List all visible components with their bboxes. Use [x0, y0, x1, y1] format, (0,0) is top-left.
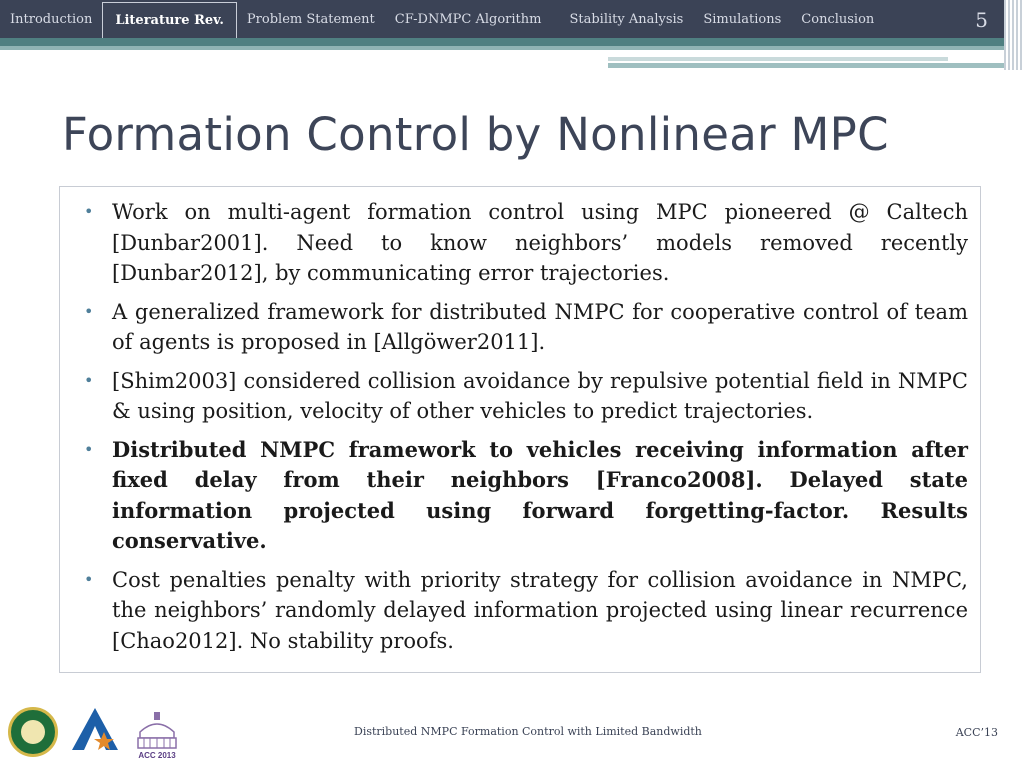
bullet-item-highlighted [84, 435, 968, 557]
ut-arlington-logo [68, 706, 122, 752]
footer-conference-label: ACC’13 [955, 726, 998, 739]
nav-tab-literature-review[interactable]: Literature Rev. [102, 2, 237, 38]
nav-tab-conclusion[interactable]: Conclusion [801, 11, 875, 27]
bullet-item [84, 297, 968, 358]
bullet-item [84, 565, 968, 657]
acc-2013-logo [128, 708, 186, 760]
header-band-accent-top [608, 57, 948, 61]
content-box [59, 186, 981, 673]
bullet-text: Distributed NMPC framework to vehicles receiving information after fixed delay from their neighbors [Franco2008]. Delayed state information projected using forward forgetting-factor. Results conservative. [112, 436, 968, 553]
decorative-stripes [1004, 0, 1024, 70]
header-band-secondary [0, 46, 1010, 50]
slide-title: Formation Control by Nonlinear MPC [62, 108, 889, 161]
bullet-text: Work on multi-agent formation control using MPC pioneered @ Caltech [Dunbar2001]. Need to know neighbors’ models removed recently [Dunbar2012], by communicating error trajectories. [112, 200, 968, 285]
bullet-text: Cost penalties penalty with priority strategy for collision avoidance in NMPC, the neighbors’ randomly delayed information projected using linear recurrence [Chao2012]. No stability proofs. [112, 567, 968, 653]
top-navigation-bar [0, 0, 1024, 38]
bullet-list [84, 197, 968, 656]
bullet-dot-icon: • [84, 439, 94, 459]
footer-presentation-title: Distributed NMPC Formation Control with Limited Bandwidth [354, 725, 702, 738]
header-band-primary [0, 38, 1024, 46]
nav-tab-problem-statement[interactable]: Problem Statement [246, 11, 375, 27]
university-seal-logo [8, 707, 58, 757]
bullet-text: [Shim2003] considered collision avoidance by repulsive potential field in NMPC & using position, velocity of other vehicles to predict trajectories. [112, 368, 968, 423]
bullet-item [84, 366, 968, 427]
section-nav [0, 0, 884, 38]
bullet-dot-icon: • [84, 202, 94, 221]
slide-number: 5 [975, 8, 988, 32]
bullet-dot-icon: • [84, 370, 94, 390]
nav-tab-stability-analysis[interactable]: Stability Analysis [569, 11, 684, 27]
header-band-accent-bottom [608, 63, 1008, 68]
nav-tab-introduction[interactable]: Introduction [10, 11, 93, 27]
acc-logo-text: ACC 2013 [138, 751, 176, 760]
nav-tab-simulations[interactable]: Simulations [703, 11, 782, 27]
bullet-text: A generalized framework for distributed NMPC for cooperative control of team of agents is proposed in [Allgöwer2011]. [112, 299, 968, 354]
bullet-item [84, 197, 968, 289]
bullet-dot-icon: • [84, 301, 94, 321]
bullet-dot-icon: • [84, 569, 94, 589]
nav-tab-cf-dnmpc-algorithm[interactable]: CF-DNMPC Algorithm [394, 11, 542, 27]
